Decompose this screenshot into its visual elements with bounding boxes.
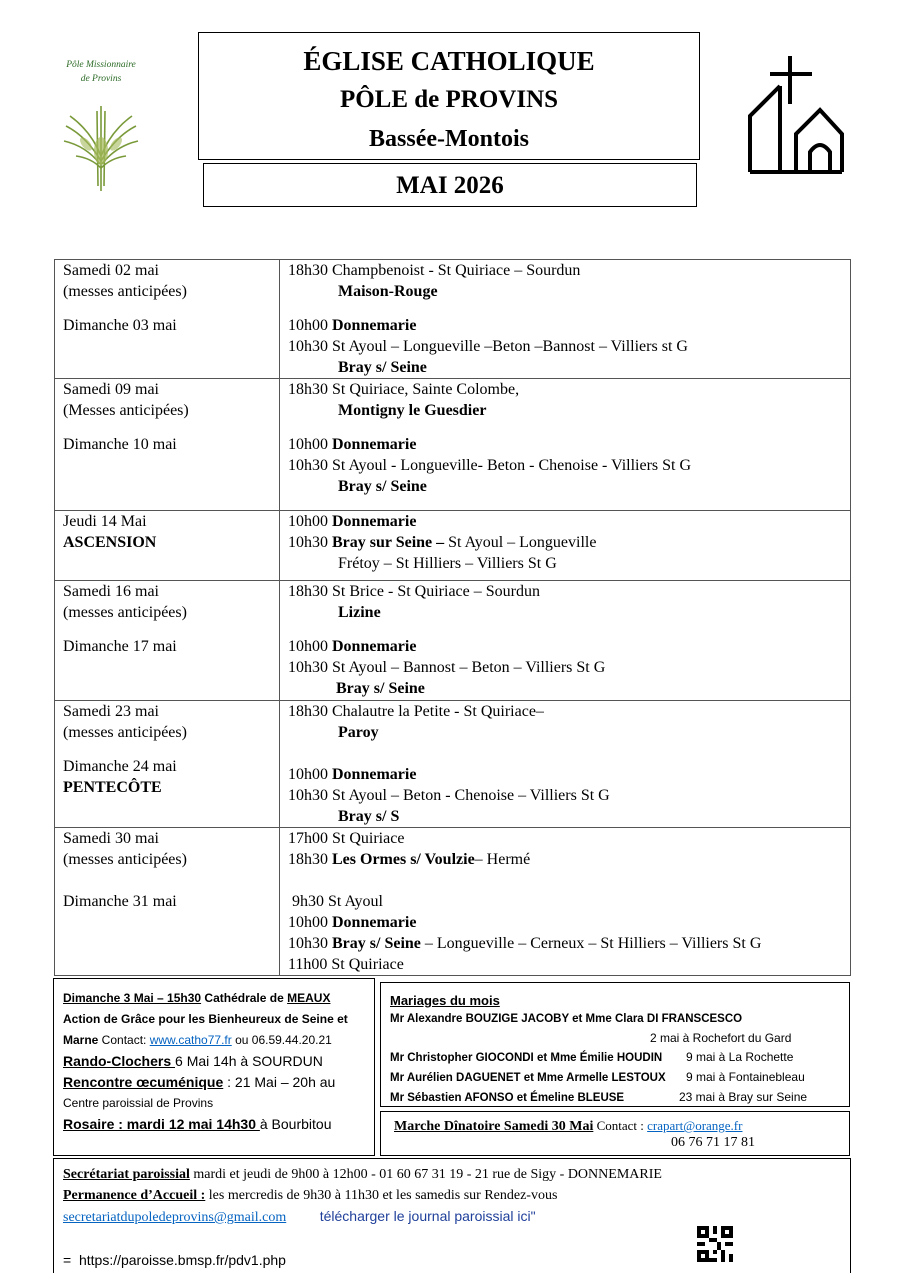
day-label: Samedi 30 mai (63, 830, 159, 847)
catho77-link[interactable]: www.catho77.fr (149, 1033, 232, 1047)
table-row (55, 701, 851, 828)
wedding-couple: Mr Alexandre BOUZIGE JACOBY et Mme Clara DI FRANSCESCO (390, 1013, 743, 1025)
month-title: MAI 2026 (203, 163, 697, 207)
logo-line-2: de Provins (80, 74, 122, 84)
mass-line: 10h30 St Ayoul – Bannost – Beton – Villiers St G (288, 659, 606, 676)
wheat-icon (56, 86, 146, 196)
day-label: Dimanche 03 mai (63, 317, 177, 334)
contact-line (63, 1206, 850, 1228)
weddings-title: Mariages du mois (390, 993, 500, 1008)
mass-place: Bray s/ Seine (338, 478, 427, 495)
day-cell (55, 511, 280, 581)
mass-line: Frétoy – St Hilliers – Villiers St G (338, 555, 557, 572)
event-cathedral-contact: Marne Contact: www.catho77.fr ou 06.59.44.20.21 (63, 1033, 332, 1047)
weddings-box (380, 982, 850, 1107)
mass-line: 11h00 St Quiriace (288, 956, 404, 973)
table-row (55, 581, 851, 701)
mass-line: 10h00 Donnemarie (288, 638, 417, 655)
mass-line: 17h00 St Quiriace (288, 830, 405, 847)
mass-line: 18h30 St Brice - St Quiriace – Sourdun (288, 583, 540, 600)
event-oecumenique-place: Centre paroissial de Provins (63, 1096, 214, 1110)
website-line: = https://paroisse.bmsp.fr/pdv1.php (63, 1252, 286, 1268)
mass-cell (280, 511, 851, 581)
day-note: (messes anticipées) (63, 604, 187, 621)
journal-link[interactable]: télécharger le journal paroissial ici" (319, 1208, 536, 1224)
marche-email-link[interactable]: crapart@orange.fr (647, 1118, 743, 1133)
table-row (55, 379, 851, 511)
mass-line: 18h30 St Quiriace, Sainte Colombe, (288, 381, 520, 398)
wedding-line: Mr Christopher GIOCONDI et Mme Émilie HOUDIN 9 mai à La Rochette (390, 1050, 794, 1064)
title-line-3: Bassée-Montois (369, 126, 529, 152)
permanence-line: Permanence d’Accueil : les mercredis de 9h30 à 11h30 et les samedis sur Rendez-vous (63, 1188, 558, 1203)
mass-line: 9h30 St Ayoul (288, 893, 383, 910)
day-label: Dimanche 10 mai (63, 436, 177, 453)
event-rosaire: Rosaire : mardi 12 mai 14h30 à Bourbitou (63, 1116, 332, 1132)
mass-schedule-table (54, 259, 851, 976)
website-link[interactable]: https://paroisse.bmsp.fr/pdv1.php (78, 1252, 286, 1268)
table-row (55, 511, 851, 581)
mass-cell (280, 828, 851, 976)
marche-phone: 06 76 71 17 81 (671, 1135, 755, 1150)
day-label: Dimanche 17 mai (63, 638, 177, 655)
secretariat-email-link[interactable]: secretariatdupoledeprovins@gmail.com (63, 1210, 287, 1225)
mass-line: 18h30 Champbenoist - St Quiriace – Sourdun (288, 262, 581, 279)
qr-code-icon[interactable] (697, 1226, 733, 1262)
logo-line-1: Pôle Missionnaire (66, 60, 136, 70)
mass-line: 10h00 Donnemarie (288, 436, 417, 453)
table-row (55, 828, 851, 976)
marche-line: Marche Dînatoire Samedi 30 Mai Contact : crapart@orange.fr (394, 1118, 743, 1134)
day-cell (55, 828, 280, 976)
day-cell (55, 701, 280, 828)
mass-place: Bray s/ Seine (336, 680, 425, 697)
mass-cell (280, 260, 851, 379)
mass-place: Bray s/ S (338, 808, 400, 825)
mass-line: 18h30 Chalautre la Petite - St Quiriace– (288, 703, 544, 720)
day-label: Samedi 02 mai (63, 262, 159, 279)
mass-line: 10h00 Donnemarie (288, 766, 417, 783)
day-label: Jeudi 14 Mai (63, 513, 147, 530)
secretariat-line: Secrétariat paroissial mardi et jeudi de 9h00 à 12h00 - 01 60 67 31 19 - 21 rue de Sigy - DONNEMARIE (63, 1167, 662, 1182)
title-box (198, 32, 700, 160)
day-label: Dimanche 24 mai (63, 758, 177, 775)
mass-line: 10h00 Donnemarie (288, 914, 417, 931)
day-note: (Messes anticipées) (63, 402, 189, 419)
mass-place: Montigny le Guesdier (338, 402, 487, 419)
day-cell (55, 379, 280, 511)
day-cell (55, 581, 280, 701)
title-line-2: PÔLE de PROVINS (339, 86, 559, 113)
day-note: (messes anticipées) (63, 851, 187, 868)
pole-logo (56, 58, 146, 198)
mass-line: 10h30 St Ayoul - Longueville- Beton - Chenoise - Villiers St G (288, 457, 692, 474)
event-cathedral: Dimanche 3 Mai – 15h30 Cathédrale de MEAUX (63, 991, 331, 1005)
mass-place: Maison-Rouge (338, 283, 438, 300)
title-line-1: ÉGLISE CATHOLIQUE (303, 46, 595, 76)
wedding-line: Mr Aurélien DAGUENET et Mme Armelle LESTOUX 9 mai à Fontainebleau (390, 1070, 805, 1084)
day-label: Samedi 16 mai (63, 583, 159, 600)
church-icon (748, 54, 844, 174)
mass-line: 10h30 Bray sur Seine – St Ayoul – Longueville (288, 534, 597, 551)
mass-line: 18h30 Les Ormes s/ Voulzie– Hermé (288, 851, 531, 868)
mass-cell (280, 701, 851, 828)
mass-place: Bray s/ Seine (338, 359, 427, 376)
table-row (55, 260, 851, 379)
event-oecumenique: Rencontre œcuménique : 21 Mai – 20h au (63, 1074, 336, 1090)
mass-line: 10h30 Bray s/ Seine – Longueville – Cerneux – St Hilliers – Villiers St G (288, 935, 762, 952)
mass-line: 10h30 St Ayoul – Beton - Chenoise – Villiers St G (288, 787, 610, 804)
wedding-line: Mr Sébastien AFONSO et Éme​line BLEUSE 23 mai à Bray sur Seine (390, 1090, 808, 1104)
day-label: Dimanche 31 mai (63, 893, 177, 910)
event-cathedral-desc: Action de Grâce pour les Bienheureux de Seine et (63, 1012, 348, 1026)
day-note: (messes anticipées) (63, 724, 187, 741)
wedding-place: 2 mai à Rochefort du Gard (650, 1031, 792, 1045)
mass-cell (280, 379, 851, 511)
mass-cell (280, 581, 851, 701)
day-label: Samedi 09 mai (63, 381, 159, 398)
day-cell (55, 260, 280, 379)
feast-label: PENTECÔTE (63, 779, 162, 796)
mass-line: 10h00 Donnemarie (288, 513, 417, 530)
mass-place: Lizine (338, 604, 381, 621)
mass-line: 10h00 Donnemarie (288, 317, 417, 334)
mass-place: Paroy (338, 724, 379, 741)
mass-line: 10h30 St Ayoul – Longueville –Beton –Bannost – Villiers st G (288, 338, 688, 355)
day-note: (messes anticipées) (63, 283, 187, 300)
day-label: Samedi 23 mai (63, 703, 159, 720)
feast-label: ASCENSION (63, 534, 157, 551)
marche-box (380, 1111, 850, 1156)
events-box (53, 978, 375, 1156)
event-rando: Rando-Clochers 6 Mai 14h à SOURDUN (63, 1053, 323, 1069)
